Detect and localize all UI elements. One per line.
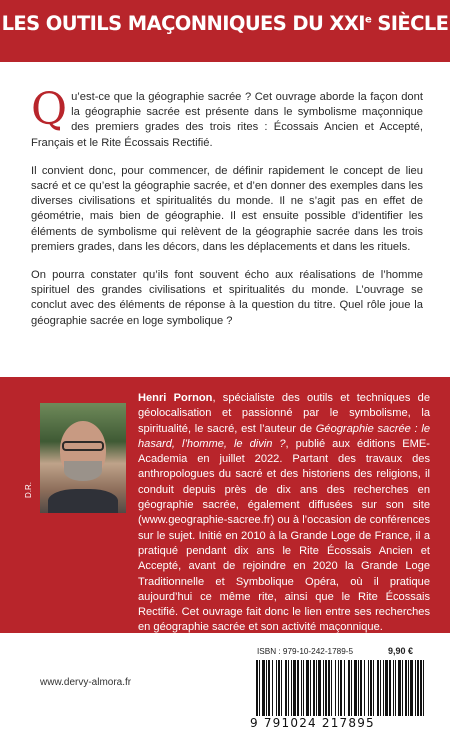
author-name: Henri Pornon [138,392,213,404]
barcode-digits: 9 791024 217895 [250,716,375,730]
series-title: LES OUTILS MAÇONNIQUES DU XXIe SIÈCLE [1,12,449,35]
barcode [256,660,426,716]
price: 9,90 € [388,646,414,656]
back-cover-summary [31,84,423,342]
summary-paragraph: Qu’est-ce que la géographie sacrée ? Cet ouvrage aborde la façon dont la géographie sacrée est présente dans le symbolisme maçonnique des premiers grades des trois rites : Écossais Ancien et Accepté, Français et le Rite Écossais Rectifié. [31,84,423,149]
publisher-website: www.dervy-almora.fr [40,677,132,688]
summary-paragraph: Il convient donc, pour commencer, de définir rapidement le concept de lieu sacré et ce qu’est la géographie sacrée, et d’en donner des exemples dans les diverses civilisations et spiritualités du monde. Il ne s’agit pas en effet de géométrie, mais bien de géographie. Il est ensuite possible d’identifier les éléments de symbolisme qui relèvent de la géographie sacrée dans les trois premiers grades, dans les décors, dans les déplacements et dans les rituels. [31,164,423,253]
book-title: Géographie sacrée : le hasard, l’homme, le divin ? [138,422,430,450]
drop-cap: Q [31,84,68,135]
photo-credit: D.R. [24,482,33,498]
author-bio: Henri Pornon, spécialiste des outils et techniques de géolocalisation et passionné par le symbolisme, la spiritualité, le sacré, est l’auteur de Géographie sacrée : le hasard, l’homme, le divin ?, publié aux éditions EME-Academia en juillet 2022. Partant des travaux des anthropologues du sacré et des historiens des religions, il conduit depuis près de dix ans des recherches en géographie sacrée, également diffusées sur son site (www.geographie-sacree.fr) ou à l’occasion de conférences sur le sujet. Initié en 2010 à la Grande Loge de France, il a pratiqué pendant dix ans le Rite Écossais Ancien et Accepté, avant de rejoindre en 2020 la Grande Loge Traditionnelle et Symbolique Opéra, où il pratique aujourd’hui ce même rite, ainsi que le Rite Écossais Rectifié. Cet ouvrage fait donc le lien entre ses recherches en géographie sacrée et son activité maçonnique. [138,392,430,634]
author-photo [40,403,126,513]
summary-paragraph: On pourra constater qu’ils font souvent écho aux réalisations de l’homme spirituel des grandes civilisations et spiritualités du monde. L’ouvrage se conclut avec des éléments de réponse à la question du titre. Quel rôle joue la géographie sacrée en loge symbolique ? [31,269,423,327]
isbn: ISBN : 979-10-242-1789-5 [257,647,354,656]
